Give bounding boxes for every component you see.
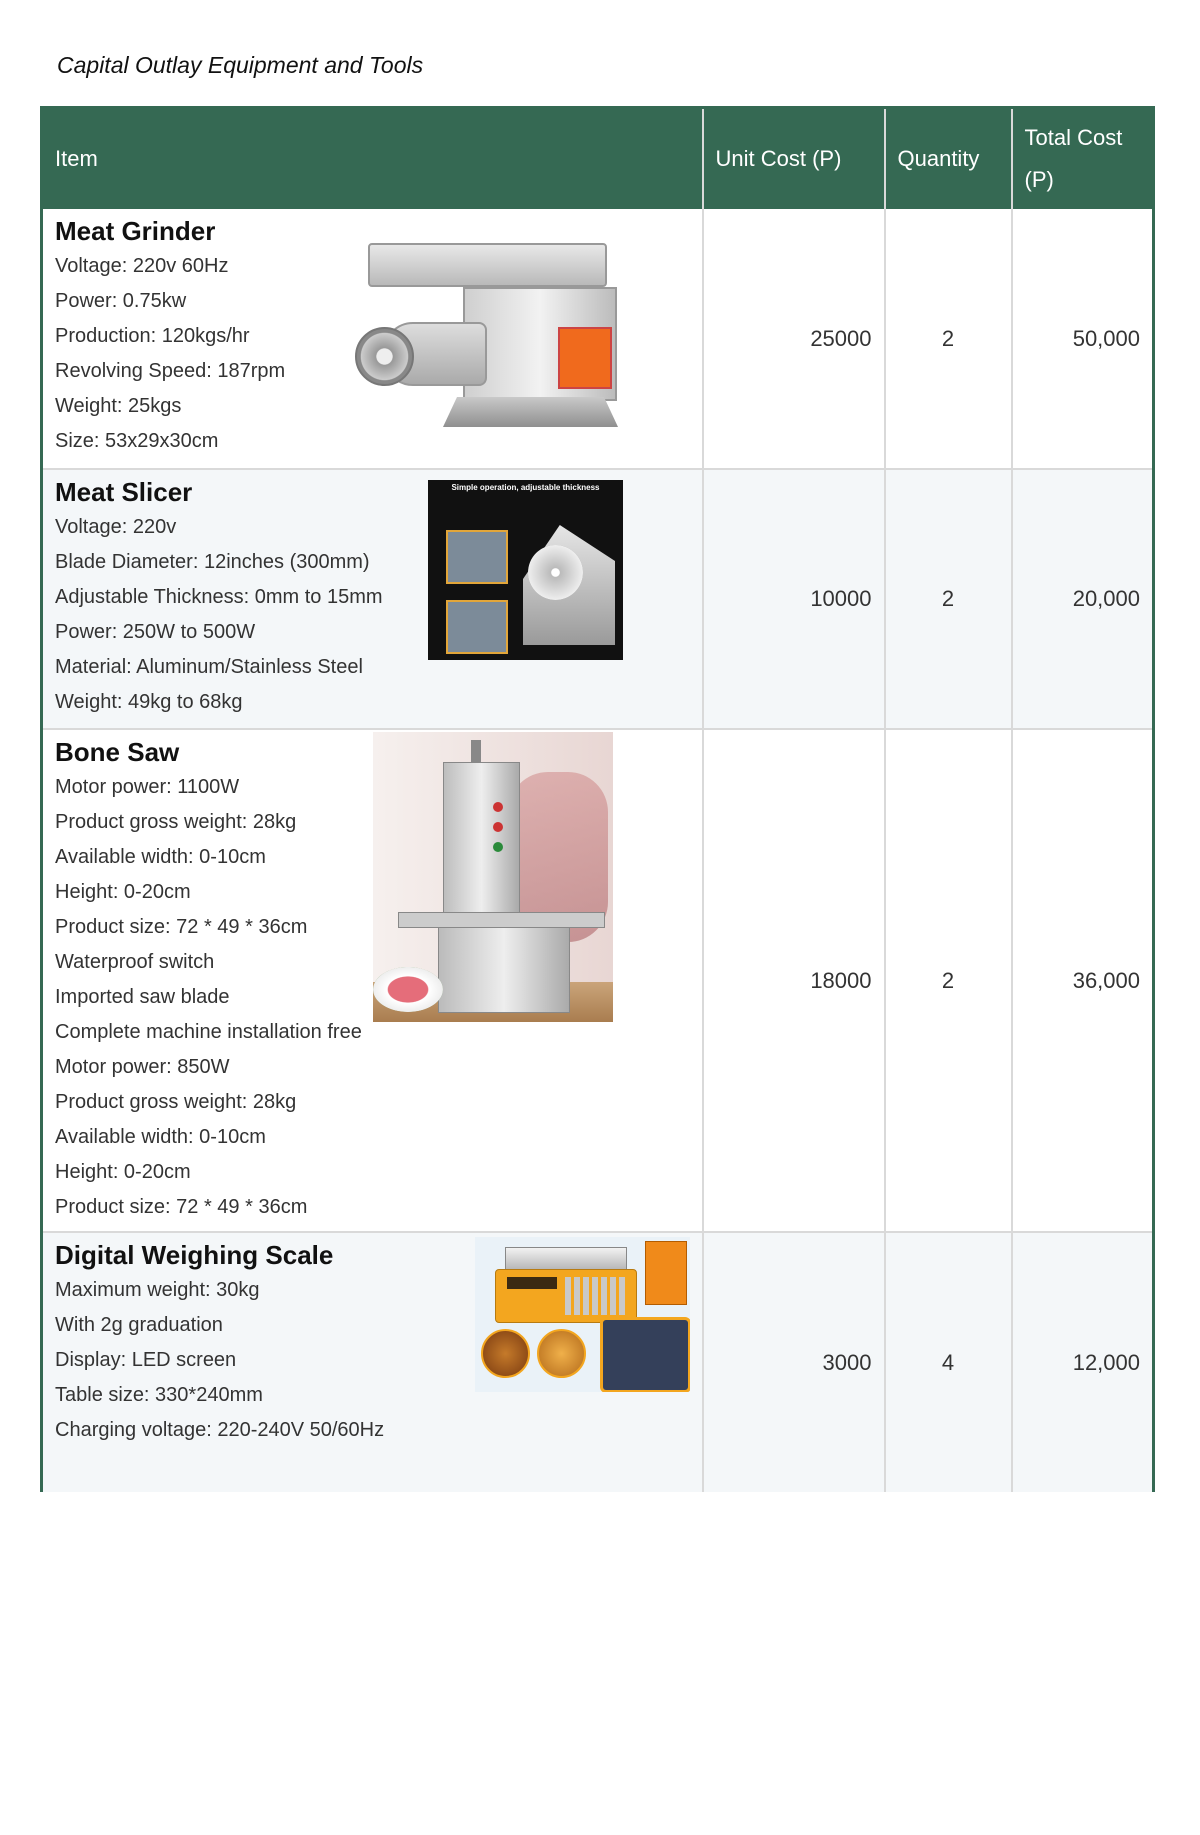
item-cell bbox=[42, 729, 703, 1232]
header-item: Item bbox=[42, 108, 703, 210]
spec-line: Imported saw blade bbox=[55, 986, 230, 1008]
spec-line: Charging voltage: 220-240V 50/60Hz bbox=[55, 1419, 385, 1441]
spec-line: Blade Diameter: 12inches (300mm) bbox=[55, 551, 370, 573]
spec-line: Complete machine installation free bbox=[55, 1021, 362, 1043]
quantity-cell: 2 bbox=[885, 469, 1012, 729]
header-unit-cost: Unit Cost (P) bbox=[703, 108, 885, 210]
total-cost-cell: 20,000 bbox=[1012, 469, 1154, 729]
spec-line: Adjustable Thickness: 0mm to 15mm bbox=[55, 586, 383, 608]
table-row bbox=[42, 729, 1154, 1232]
spec-line: Production: 120kgs/hr bbox=[55, 325, 250, 347]
item-name: Meat Grinder bbox=[55, 216, 216, 246]
document-title: Capital Outlay Equipment and Tools bbox=[57, 52, 424, 78]
total-cost-cell: 50,000 bbox=[1012, 209, 1154, 469]
spec-line: Height: 0-20cm bbox=[55, 1161, 191, 1183]
total-cost-cell: 36,000 bbox=[1012, 729, 1154, 1232]
meat-grinder-image bbox=[353, 237, 623, 437]
spec-line: Power: 250W to 500W bbox=[55, 621, 256, 643]
item-cell bbox=[42, 1232, 703, 1492]
quantity-cell: 2 bbox=[885, 209, 1012, 469]
spec-line: Available width: 0-10cm bbox=[55, 846, 266, 868]
spec-line: Display: LED screen bbox=[55, 1349, 237, 1371]
unit-cost-cell: 18000 bbox=[703, 729, 885, 1232]
unit-cost-cell: 10000 bbox=[703, 469, 885, 729]
spec-line: Size: 53x29x30cm bbox=[55, 430, 219, 452]
spec-line: Motor power: 850W bbox=[55, 1056, 230, 1078]
item-name: Digital Weighing Scale bbox=[55, 1240, 334, 1270]
spec-line: Product size: 72 * 49 * 36cm bbox=[55, 1196, 308, 1218]
table-row bbox=[42, 209, 1154, 469]
spec-line: Voltage: 220v 60Hz bbox=[55, 255, 229, 277]
header-quantity: Quantity bbox=[885, 108, 1012, 210]
spec-line: Motor power: 1100W bbox=[55, 776, 240, 798]
spec-line: Power: 0.75kw bbox=[55, 290, 187, 312]
table-row bbox=[42, 469, 1154, 729]
meat-slicer-image bbox=[428, 480, 623, 660]
total-cost-cell: 12,000 bbox=[1012, 1232, 1154, 1492]
spec-line: Material: Aluminum/Stainless Steel bbox=[55, 656, 363, 678]
equipment-table bbox=[40, 106, 1152, 1492]
spec-line: With 2g graduation bbox=[55, 1314, 223, 1336]
quantity-cell: 2 bbox=[885, 729, 1012, 1232]
bone-saw-image bbox=[373, 732, 613, 1022]
item-cell bbox=[42, 469, 703, 729]
item-cell bbox=[42, 209, 703, 469]
table-row bbox=[42, 1232, 1154, 1492]
spec-line: Maximum weight: 30kg bbox=[55, 1279, 260, 1301]
item-name: Bone Saw bbox=[55, 737, 180, 767]
spec-line: Weight: 49kg to 68kg bbox=[55, 691, 243, 713]
quantity-cell: 4 bbox=[885, 1232, 1012, 1492]
spec-line: Voltage: 220v bbox=[55, 516, 177, 538]
spec-line: Revolving Speed: 187rpm bbox=[55, 360, 286, 382]
unit-cost-cell: 3000 bbox=[703, 1232, 885, 1492]
unit-cost-cell: 25000 bbox=[703, 209, 885, 469]
table-header-row bbox=[42, 108, 1154, 210]
item-name: Meat Slicer bbox=[55, 477, 193, 507]
spec-line: Waterproof switch bbox=[55, 951, 215, 973]
spec-line: Product gross weight: 28kg bbox=[55, 811, 297, 833]
spec-line: Weight: 25kgs bbox=[55, 395, 182, 417]
digital-scale-image bbox=[475, 1237, 690, 1392]
spec-line: Available width: 0-10cm bbox=[55, 1126, 266, 1148]
spec-line: Product gross weight: 28kg bbox=[55, 1091, 297, 1113]
spec-line: Height: 0-20cm bbox=[55, 881, 191, 903]
slicer-image-caption: Simple operation, adjustable thickness bbox=[451, 483, 600, 492]
spec-line: Product size: 72 * 49 * 36cm bbox=[55, 916, 308, 938]
header-total-cost: Total Cost (P) bbox=[1012, 108, 1154, 210]
spec-line: Table size: 330*240mm bbox=[55, 1384, 263, 1406]
